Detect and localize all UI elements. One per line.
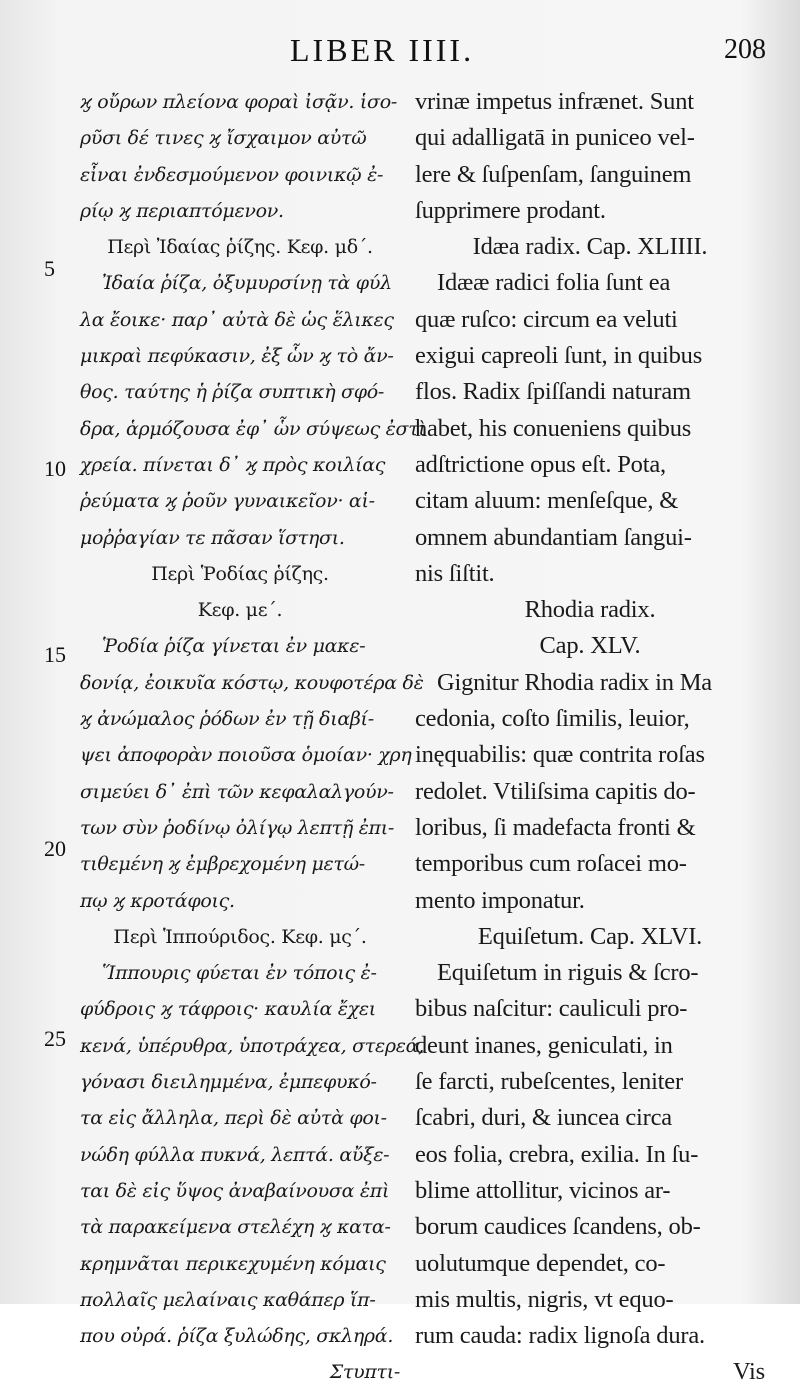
latin-line: nis ſiſtit. xyxy=(415,559,495,587)
greek-line: νώδη φύλλα πυκνά, λεπτά. αὔξε- xyxy=(80,1143,390,1166)
line-number: 20 xyxy=(44,836,66,861)
latin-chapter-heading: Idæa radix. Cap. XLIIII. xyxy=(472,233,708,261)
greek-chapter-heading: Περὶ Ῥοδίας ῥίζης. xyxy=(151,562,329,585)
greek-line: φύδροις ϗ τάφροις· καυλία ἔχει xyxy=(80,998,376,1021)
latin-line: lere & ſuſpenſam, ſanguinem xyxy=(415,160,692,188)
greek-catchword: Στυπτι- xyxy=(329,1361,400,1384)
latin-line: deunt inanes, geniculati, in xyxy=(415,1031,673,1059)
greek-line: ϗ ἀνώμαλος ῥόδων ἐν τῇ διαβί- xyxy=(80,708,374,731)
latin-line: bibus naſcitur: cauliculi pro- xyxy=(415,995,688,1023)
latin-line: borum caudices ſcandens, ob- xyxy=(415,1213,701,1241)
latin-line: Idææ radici folia ſunt ea xyxy=(437,269,671,297)
greek-line: θος. ταύτης ἡ ῥίζα συπτικὴ σφό- xyxy=(80,381,384,404)
latin-line: citam aluum: menſeſque, & xyxy=(415,487,679,515)
latin-line: ſupprimere prodant. xyxy=(415,196,606,224)
latin-line: habet, his conueniens quibus xyxy=(415,414,692,442)
greek-line: ται δὲ εἰς ὕψος ἀναβαίνουσα ἐπὶ xyxy=(80,1179,390,1202)
latin-line: temporibus cum roſacei mo- xyxy=(415,850,687,878)
latin-line: Equiſetum in riguis & ſcro- xyxy=(437,959,699,987)
line-number: 15 xyxy=(44,642,66,667)
greek-line: ψει ἀποφορὰν ποιοῦσα ὁμοίαν· χρη xyxy=(80,744,412,767)
latin-line: loribus, ſi madefacta fronti & xyxy=(415,813,696,841)
latin-line: quæ ruſco: circum ea veluti xyxy=(415,305,678,333)
greek-line: τὰ παρακείμενα στελέχη ϗ κατα- xyxy=(80,1216,391,1239)
greek-line: πῳ ϗ κροτάφοις. xyxy=(80,889,235,912)
greek-line: δονίᾳ, ἐοικυῖα κόστῳ, κουφοτέρα δὲ xyxy=(80,671,424,694)
greek-line: γόνασι διειλημμένα, ἐμπεφυκό- xyxy=(80,1071,377,1094)
latin-line: uolutumque dependet, co- xyxy=(415,1249,666,1277)
greek-line: λα ἔοικε· παρ᾽ αὐτὰ δὲ ὡς ἕλικες xyxy=(80,308,394,331)
greek-line: ϗ οὔρων πλείονα φοραὶ ἰσᾷν. ἱσο- xyxy=(80,91,397,113)
greek-line: Ἵππουρις φύεται ἐν τόποις ἐ- xyxy=(102,962,377,985)
latin-line: qui adalligatā in puniceo vel- xyxy=(415,124,695,152)
latin-line: redolet. Vtiliſsima capitis do- xyxy=(415,777,696,805)
latin-line: eos folia, crebra, exilia. In ſu- xyxy=(415,1140,699,1168)
greek-line: δρα, ἁρμόζουσα ἐφ᾽ ὧν σύψεως ἐστὶ xyxy=(80,417,426,440)
greek-line: ρίῳ ϗ περιαπτόμενον. xyxy=(80,199,284,222)
latin-line: mis multis, nigris, vt equo- xyxy=(415,1285,674,1313)
latin-line: ſe farcti, rubeſcentes, leniter xyxy=(415,1068,683,1096)
line-number: 5 xyxy=(44,256,55,281)
greek-line: πολλαῖς μελαίναις καθάπερ ἵπ- xyxy=(80,1288,376,1311)
greek-line: μικραὶ πεφύκασιν, ἐξ ὧν ϗ τὸ ἄν- xyxy=(80,345,394,368)
greek-line: που οὐρά. ῥίζα ξυλώδης, σκληρά. xyxy=(80,1325,394,1348)
latin-text-column xyxy=(415,84,765,1391)
latin-line: exigui capreoli ſunt, in quibus xyxy=(415,342,703,370)
greek-line: Ῥοδία ῥίζα γίνεται ἐν μακε- xyxy=(102,635,366,658)
greek-line: ρῦσι δέ τινες ϗ ἴσχαιμον αὐτῶ xyxy=(80,127,367,150)
latin-line: inęquabilis: quæ contrita roſas xyxy=(415,741,705,769)
greek-line: των σὺν ῥοδίνῳ ὀλίγῳ λεπτῇ ἐπι- xyxy=(80,816,395,839)
greek-chapter-number: Κεφ. με΄. xyxy=(197,599,283,622)
latin-line: mento imponatur. xyxy=(415,886,585,914)
latin-line: Gignitur Rhodia radix in Ma xyxy=(437,668,712,696)
page-number: 208 xyxy=(724,34,766,65)
greek-text-column xyxy=(80,84,426,1391)
latin-line: cedonia, coſto ſimilis, leuior, xyxy=(415,705,690,733)
running-head: LIBER IIII. xyxy=(290,32,475,68)
latin-chapter-number: Cap. XLV. xyxy=(539,632,641,660)
latin-line: omnem abundantiam ſangui- xyxy=(415,523,692,551)
greek-line: Ἰδαία ῥίζα, ὀξυμυρσίνῃ τὰ φύλ xyxy=(102,272,392,295)
greek-line: ῥεύματα ϗ ῥοῦν γυναικεῖον· αἱ- xyxy=(80,490,375,513)
greek-line: τα εἰς ἄλληλα, περὶ δὲ αὐτὰ φοι- xyxy=(80,1107,387,1130)
greek-line: σιμεύει δ᾽ ἐπὶ τῶν κεφαλαλγούν- xyxy=(80,780,394,803)
latin-catchword: Vis xyxy=(733,1358,765,1386)
latin-chapter-heading: Equiſetum. Cap. XLVI. xyxy=(477,922,703,950)
greek-chapter-heading: Περὶ Ἰδαίας ῥίζης. Κεφ. μδ΄. xyxy=(107,236,373,259)
line-number: 10 xyxy=(44,456,66,481)
greek-line: κρημνᾶται περικεχυμένη κόμαις xyxy=(80,1252,386,1275)
greek-line: τιθεμένη ϗ ἐμβρεχομένη μετώ- xyxy=(80,853,365,876)
latin-line: flos. Radix ſpiſſandi naturam xyxy=(415,378,691,406)
latin-line: blime attollitur, vicinos ar- xyxy=(415,1176,671,1204)
greek-line: χρεία. πίνεται δ᾽ ϗ πρὸς κοιλίας xyxy=(80,453,386,476)
latin-line: vrinæ impetus infrænet. Sunt xyxy=(415,88,694,115)
greek-chapter-heading: Περὶ Ἱππούριδος. Κεφ. μς΄. xyxy=(113,925,367,948)
latin-line: ſcabri, duri, & iuncea circa xyxy=(415,1104,672,1132)
line-number: 25 xyxy=(44,1026,66,1051)
greek-line: μοῤῥαγίαν τε πᾶσαν ἵστησι. xyxy=(80,526,345,549)
latin-chapter-heading: Rhodia radix. xyxy=(524,596,656,624)
latin-line: rum cauda: radix lignoſa dura. xyxy=(415,1322,705,1350)
greek-line: εἶναι ἐνδεσμούμενον φοινικῷ ἐ- xyxy=(80,163,384,186)
greek-line: κενά, ὑπέρυθρα, ὑποτράχεα, στερεά, xyxy=(80,1034,424,1057)
latin-line: adſtrictione opus eſt. Pota, xyxy=(415,450,666,478)
